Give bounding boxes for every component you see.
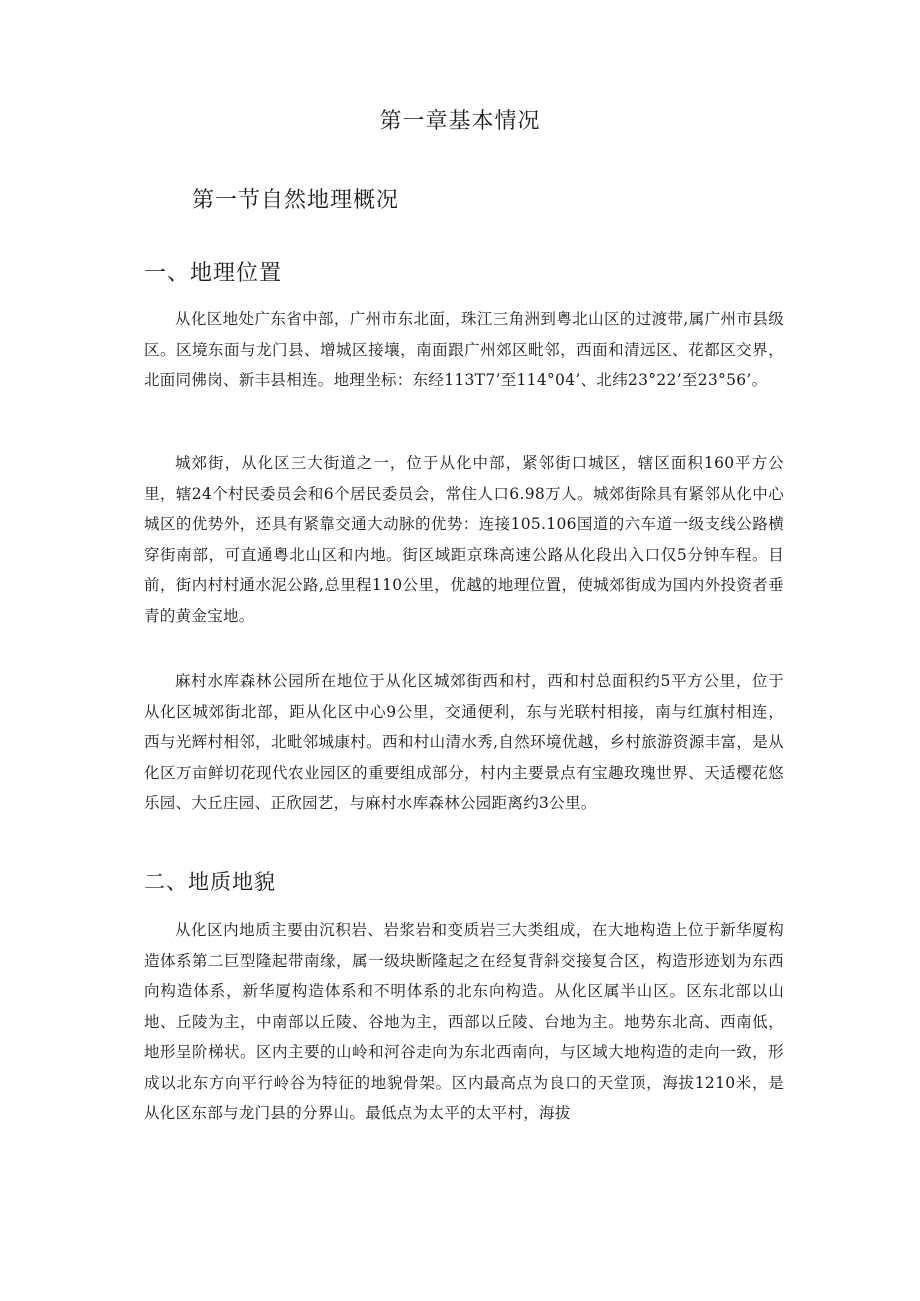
paragraph-chengjiao-street: 城郊街，从化区三大街道之一，位于从化中部，紧邻街口城区，辖区面积160平方公里，辖24个村民委员会和6个居民委员会，常住人口6.98万人。城郊街除具有紧邻从化中心城区的优势外，还具有紧靠交通大动脉的优势：连接105.106国道的六车道一级支线公路横穿街南部，可直通粤北山区和内地。街区域距京珠高速公路从化段出入口仅5分钟车程。目前，街内村村通水泥公路,总里程110公里，优越的地理位置，使城郊街成为国内外投资者垂青的黄金宝地。: [144, 454, 784, 625]
paragraph-location-overview: 从化区地处广东省中部，广州市东北面，珠江三角洲到粤北山区的过渡带,属广州市县级区。区境东面与龙门县、增城区接壤，南面跟广州郊区毗邻，西面和清远区、花都区交界，北面同佛岗、新丰县相连。地理坐标：东经113T7’至114°04’、北纬23°22’至23°56’。: [144, 310, 784, 389]
subsection-heading-location: 一、地理位置: [144, 261, 283, 286]
paragraph-macun-forest-park: 麻村水库森林公园所在地位于从化区城郊街西和村，西和村总面积约5平方公里，位于从化区城郊街北部，距从化区中心9公里，交通便利，东与光联村相接，南与红旗村相连，西与光辉村相邻，北毗邻城康村。西和村山清水秀,自然环境优越，乡村旅游资源丰富，是从化区万亩鲜切花现代农业园区的重要组成部分，村内主要景点有宝趣玫瑰世界、天适樱花悠乐园、大丘庄园、正欣园艺，与麻村水库森林公园距离约3公里。: [144, 672, 784, 812]
subsection-heading-geology: 二、地质地貌: [144, 870, 276, 894]
paragraph-geology: 从化区内地质主要由沉积岩、岩浆岩和变质岩三大类组成，在大地构造上位于新华厦构造体系第二巨型隆起带南缘，属一级块断隆起之在经复背斜交接复合区，构造形迹划为东西向构造体系，新华厦构造体系和不明体系的北东向构造。从化区属半山区。区东北部以山地、丘陵为主，中南部以丘陵、谷地为主，西部以丘陵、台地为主。地势东北高、西南低，地形呈阶梯状。区内主要的山岭和河谷走向为东北西南向，与区域大地构造的走向一致，形成以北东方向平行岭谷为特征的地貌骨架。区内最高点为良口的天堂顶，海拔1210米，是从化区东部与龙门县的分界山。最低点为太平的太平村，海拔: [144, 921, 784, 1122]
section-title: 第一节自然地理概况: [192, 188, 400, 213]
chapter-title: 第一章基本情况: [379, 109, 541, 134]
